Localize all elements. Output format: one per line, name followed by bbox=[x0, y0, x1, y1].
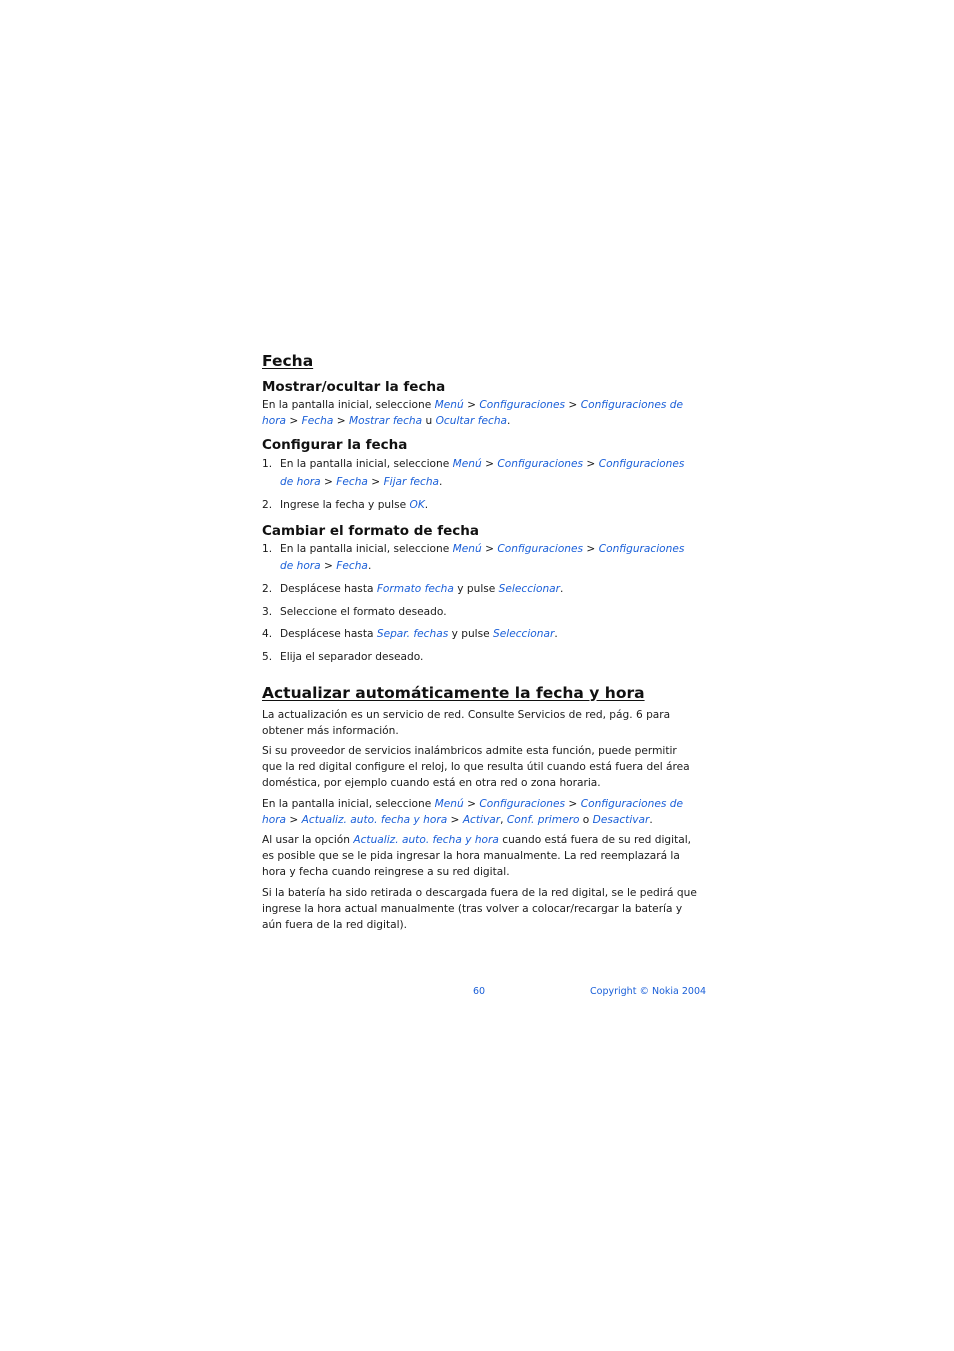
page-number: 60 bbox=[473, 986, 486, 997]
list-item: 2. Ingrese la fecha y pulse OK. bbox=[262, 498, 429, 511]
paragraph-menu-path: En la pantalla inicial, seleccione Menú > Configuraciones > Configuraciones de hora > Actualiz. auto. fecha y hora > Activar, Conf. primero o Desactivar. bbox=[262, 797, 684, 826]
heading-cambiar-formato: Cambiar el formato de fecha bbox=[262, 522, 480, 539]
list-item: 2. Desplácese hasta Formato fecha y pulse Seleccionar. bbox=[262, 582, 564, 595]
paragraph-proveedor: Si su proveedor de servicios inalámbricos admite esta función, puede permitir que la red digital configure el reloj, lo que resulta útil cuando está fuera del área doméstica, por ejemplo cuando está en otra red o zona horaria. bbox=[262, 744, 690, 790]
menu-path-mostrar-fecha: Mostrar fecha bbox=[348, 415, 423, 428]
list-item: 3. Seleccione el formato deseado. bbox=[262, 605, 447, 618]
menu-path-menu: Menú bbox=[434, 399, 464, 411]
menu-path-configuraciones: Configuraciones bbox=[479, 399, 566, 411]
heading-mostrar-ocultar: Mostrar/ocultar la fecha bbox=[262, 379, 446, 395]
steps-configurar-fecha bbox=[262, 456, 698, 513]
heading-configurar-fecha: Configurar la fecha bbox=[262, 437, 408, 454]
copyright-notice: Copyright © Nokia 2004 bbox=[590, 986, 707, 997]
menu-path-fecha: Fecha bbox=[301, 415, 334, 428]
section-title-actualizar: Actualizar automáticamente la fecha y hora bbox=[262, 683, 645, 702]
list-item: 5. Elija el separador deseado. bbox=[262, 651, 424, 664]
list-item: 4. Desplácese hasta Separ. fechas y pulse Seleccionar. bbox=[262, 628, 558, 641]
paragraph-bateria: Si la batería ha sido retirada o descargada fuera de la red digital, se le pedirá que ingrese la hora actual manualmente (tras volver a colocar/recargar la batería y aún fuera de la red digital). bbox=[262, 886, 697, 932]
page-content bbox=[262, 350, 698, 933]
paragraph-mostrar-ocultar: En la pantalla inicial, seleccione Menú > Configuraciones > Configuraciones de hora > Fecha > Mostrar fecha u Ocultar fecha. bbox=[262, 399, 684, 428]
steps-cambiar-formato bbox=[262, 541, 698, 667]
list-item: 1. En la pantalla inicial, seleccione Menú > Configuraciones > Configuraciones de hora > Fecha. bbox=[262, 542, 685, 573]
paragraph-servicio-red: La actualización es un servicio de red. Consulte Servicios de red, pág. 6 para obtener más información. bbox=[262, 708, 671, 737]
paragraph-al-usar: Al usar la opción Actualiz. auto. fecha y hora cuando está fuera de su red digital, es posible que se le pida ingresar la hora manualmente. La red reemplazará la hora y fecha cuando reingrese a su red digital. bbox=[262, 834, 692, 879]
section-title-fecha: Fecha bbox=[262, 352, 314, 370]
menu-path-configuraciones-de-hora: Configuraciones de hora bbox=[262, 399, 684, 428]
list-item: 1. En la pantalla inicial, seleccione Menú > Configuraciones > Configuraciones de hora > Fecha > Fijar fecha. bbox=[262, 458, 685, 488]
menu-path-ocultar-fecha: Ocultar fecha bbox=[435, 415, 508, 428]
